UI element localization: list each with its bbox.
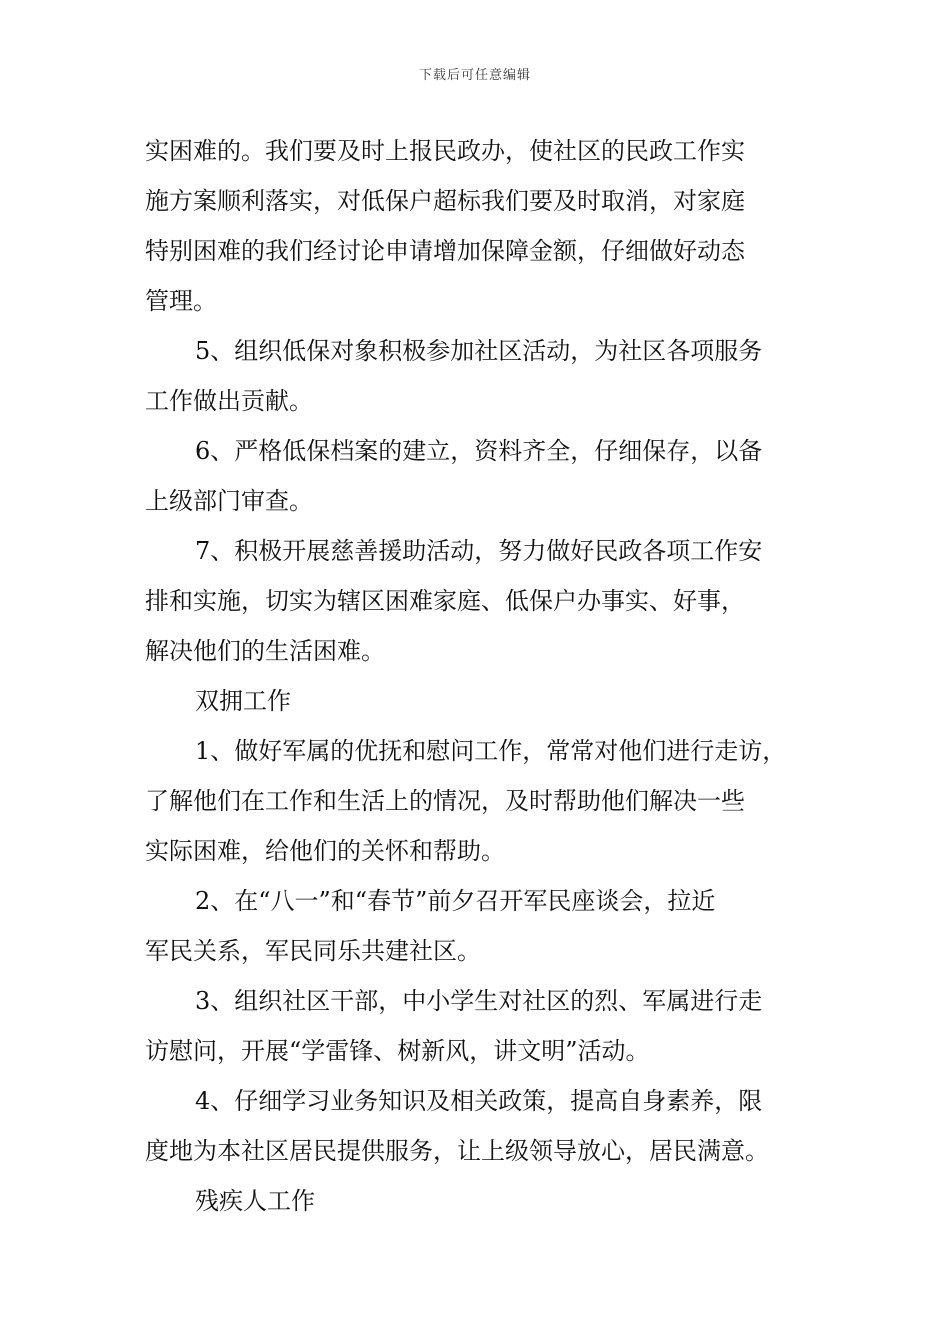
list-item-1: 1、做好军属的优抚和慰问工作，常常对他们进行走访， xyxy=(195,737,787,765)
body-line: 实困难的。我们要及时上报民政办，使社区的民政工作实 xyxy=(145,137,745,165)
body-line: 管理。 xyxy=(145,287,217,315)
body-line: 排和实施，切实为辖区困难家庭、低保户办事实、好事， xyxy=(145,587,745,615)
list-item-3: 3、组织社区干部，中小学生对社区的烈、军属进行走 xyxy=(195,987,763,1015)
list-item-5: 5、组织低保对象积极参加社区活动，为社区各项服务 xyxy=(195,337,763,365)
page-header: 下载后可任意编辑 xyxy=(418,68,531,83)
body-line: 施方案顺利落实，对低保户超标我们要及时取消，对家庭 xyxy=(145,187,745,215)
document-body xyxy=(145,126,835,1226)
body-line: 特别困难的我们经讨论申请增加保障金额，仔细做好动态 xyxy=(145,237,745,265)
list-item-6: 6、严格低保档案的建立，资料齐全，仔细保存，以备 xyxy=(195,437,763,465)
list-item-7: 7、积极开展慈善援助活动，努力做好民政各项工作安 xyxy=(195,537,763,565)
body-line: 实际困难，给他们的关怀和帮助。 xyxy=(145,837,505,865)
body-line: 访慰问，开展“学雷锋、树新风，讲文明”活动。 xyxy=(145,1037,650,1065)
list-item-4: 4、仔细学习业务知识及相关政策，提高自身素养，限 xyxy=(195,1087,763,1115)
body-line: 军民关系，军民同乐共建社区。 xyxy=(145,937,481,965)
section-heading-canjiren: 残疾人工作 xyxy=(195,1187,315,1215)
section-heading-shuangyong: 双拥工作 xyxy=(195,687,291,715)
body-line: 上级部门审查。 xyxy=(145,487,313,515)
body-line: 工作做出贡献。 xyxy=(145,387,313,415)
body-line: 了解他们在工作和生活上的情况，及时帮助他们解决一些 xyxy=(145,787,745,815)
body-line: 解决他们的生活困难。 xyxy=(145,637,385,665)
list-item-2: 2、在“八一”和“春节”前夕召开军民座谈会，拉近 xyxy=(195,887,716,915)
body-line: 度地为本社区居民提供服务，让上级领导放心，居民满意。 xyxy=(145,1137,769,1165)
